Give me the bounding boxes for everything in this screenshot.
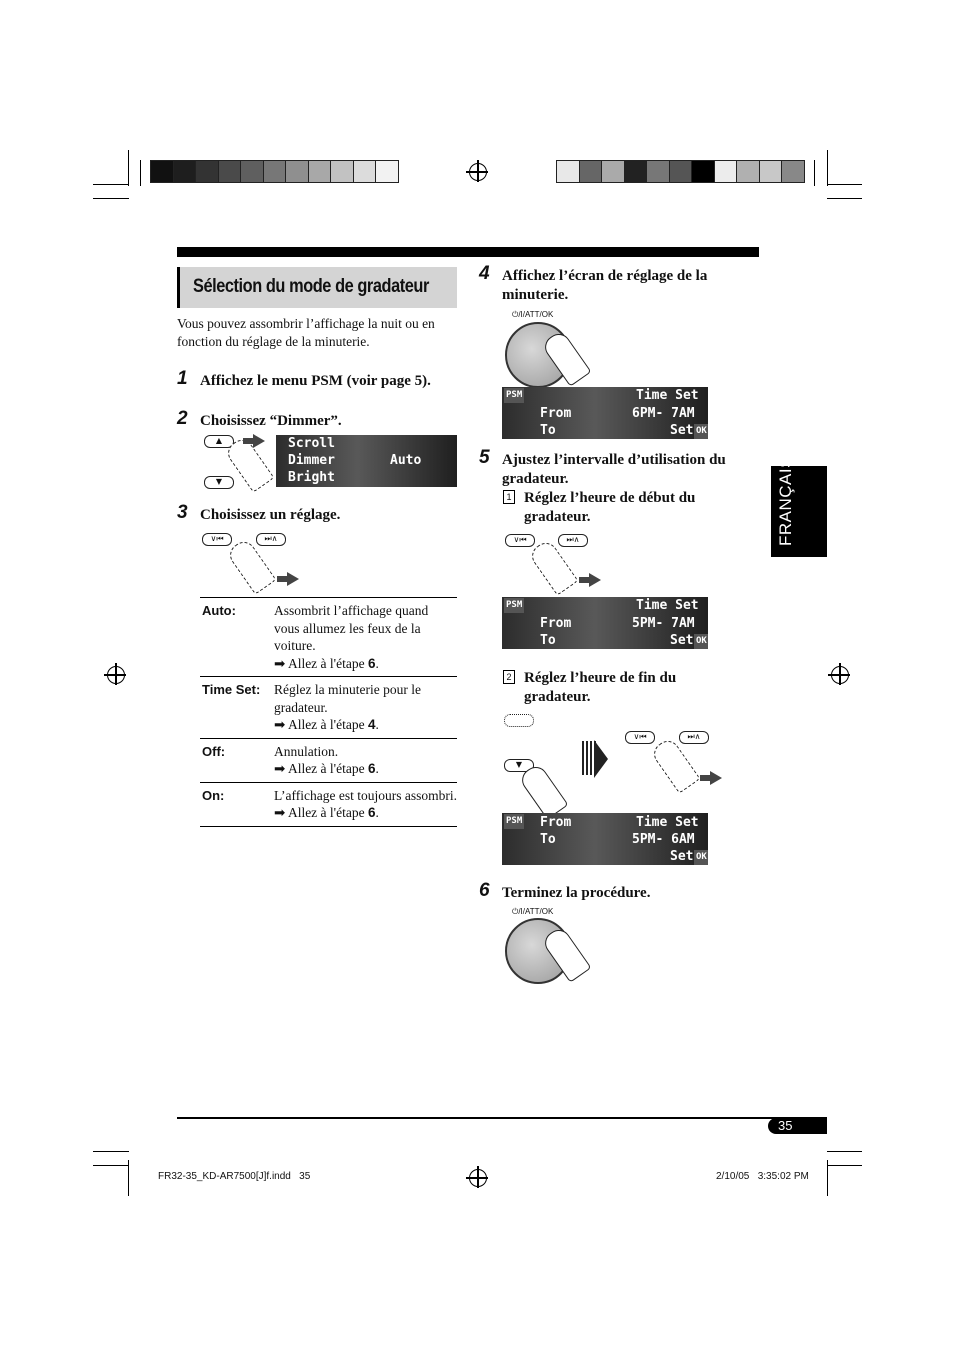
down-skip-button[interactable]: ∨⏮: [505, 534, 535, 547]
lcd-time-set: Time Set: [636, 388, 699, 403]
footer-file: FR32-35_KD-AR7500[J]f.indd 35: [158, 1171, 311, 1182]
step-number: 4: [479, 263, 490, 284]
step-text: Terminez la procédure.: [502, 885, 651, 901]
registration-mark-icon: [469, 1169, 487, 1187]
step-number: 5: [479, 447, 490, 468]
footer-date: 2/10/05 3:35:02 PM: [716, 1171, 809, 1182]
crop-mark: [827, 1165, 862, 1166]
lcd-ok: OK: [694, 634, 708, 649]
option-key: On:: [200, 782, 274, 826]
language-label: FRANÇAIS: [776, 456, 795, 546]
crop-mark: [140, 160, 141, 186]
option-goto: ➡ Allez à l'étape: [274, 717, 368, 732]
step-text: Choisissez un réglage.: [200, 507, 341, 523]
option-desc: [274, 782, 457, 826]
step-text: Affichez le menu PSM (voir page 5).: [200, 373, 431, 389]
option-desc: [274, 598, 457, 677]
option-key: Off:: [200, 738, 274, 782]
down-button[interactable]: ▼: [504, 759, 534, 772]
color-swatch: [353, 160, 377, 183]
lcd-from: From: [540, 616, 572, 631]
lcd-to: To: [540, 832, 556, 847]
crop-mark: [93, 1165, 129, 1166]
registration-mark-icon: [107, 666, 125, 684]
step-text: Réglez l’heure de fin du gradateur.: [524, 670, 677, 705]
step-text: Ajustez l’intervalle d’utilisation du gradateur.: [502, 452, 726, 487]
registration-mark-icon: [831, 666, 849, 684]
color-swatch: [669, 160, 693, 183]
section-title-box: [177, 267, 457, 308]
option-desc-text: Annulation.: [274, 743, 339, 759]
color-swatch: [240, 160, 264, 183]
down-skip-button[interactable]: ∨⏮: [202, 533, 232, 546]
option-row: [200, 738, 457, 782]
up-button[interactable]: ▲: [204, 435, 234, 448]
color-swatch: [285, 160, 309, 183]
finger-icon: [517, 762, 568, 820]
color-swatch: [646, 160, 670, 183]
color-swatch: [759, 160, 783, 183]
arrow-big-right-head-icon: [594, 740, 608, 778]
option-goto: ➡ Allez à l'étape: [274, 805, 368, 820]
lcd-row-dimmer: Dimmer: [288, 453, 335, 468]
step-text: Réglez l’heure de début du gradateur.: [524, 490, 696, 525]
step-text: Affichez l’écran de réglage de la minuterie.: [502, 268, 708, 303]
knob-label: ⏻/I/ATT/OK: [512, 907, 554, 916]
lcd-display-end: [502, 813, 708, 865]
knob-label: ⏻/I/ATT/OK: [512, 310, 554, 319]
registration-mark-icon: [469, 163, 487, 181]
option-step: 6: [367, 805, 376, 820]
crop-mark: [814, 160, 815, 186]
down-button[interactable]: ▼: [204, 476, 234, 489]
lcd-display-start: [502, 597, 708, 649]
color-swatch: [195, 160, 219, 183]
step-number: 6: [479, 880, 490, 901]
option-desc: [274, 738, 457, 782]
up-skip-button[interactable]: ⏭∧: [256, 533, 286, 546]
color-swatch: [624, 160, 648, 183]
arrow-right-icon: [710, 771, 722, 785]
top-rule: [177, 247, 759, 257]
dotted-button-outline: [504, 714, 534, 727]
lcd-display-timer: [502, 387, 708, 439]
language-side-tab: [771, 456, 827, 557]
lcd-to: To: [540, 633, 556, 648]
color-swatch: [601, 160, 625, 183]
up-skip-button[interactable]: ⏭∧: [679, 731, 709, 744]
color-swatch: [150, 160, 174, 183]
option-end: .: [375, 805, 379, 820]
lcd-from: From: [540, 406, 572, 421]
page-number-tab: [768, 1118, 827, 1134]
arrow-right-icon: [589, 573, 601, 587]
lcd-tag: PSM: [504, 598, 524, 613]
crop-mark: [827, 198, 862, 199]
option-desc-text: Réglez la minuterie pour le gradateur.: [274, 682, 421, 715]
crop-mark: [827, 150, 828, 186]
lcd-ok: OK: [694, 850, 708, 865]
option-end: .: [375, 761, 379, 776]
crop-mark: [93, 184, 129, 185]
option-goto: ➡ Allez à l'étape: [274, 655, 368, 671]
step-number: 3: [177, 502, 188, 523]
lcd-set: Set: [670, 423, 694, 438]
down-skip-button[interactable]: ∨⏮: [625, 731, 655, 744]
color-swatch: [308, 160, 332, 183]
step-number: 2: [177, 408, 188, 429]
option-end: .: [375, 655, 379, 671]
step-number: 1: [177, 368, 188, 389]
lcd-tag: PSM: [504, 388, 524, 403]
page-title: Sélection du mode de gradateur: [193, 276, 429, 297]
lcd-times: 5PM- 7AM: [632, 616, 695, 631]
lcd-to: To: [540, 423, 556, 438]
lcd-row-scroll: Scroll: [288, 436, 335, 451]
lcd-row-bright: Bright: [288, 470, 335, 485]
option-key: Time Set:: [200, 677, 274, 739]
options-table: [200, 597, 457, 827]
color-swatch: [263, 160, 287, 183]
lcd-set: Set: [670, 633, 694, 648]
crop-mark: [128, 150, 129, 186]
crop-mark: [827, 184, 862, 185]
crop-mark: [827, 1151, 862, 1152]
step-text: Choisissez “Dimmer”.: [200, 413, 342, 429]
lcd-set: Set: [670, 849, 694, 864]
crop-mark: [93, 1151, 129, 1152]
option-row: [200, 677, 457, 739]
page-number: 35: [778, 1118, 793, 1133]
color-swatch: [330, 160, 354, 183]
color-swatch: [218, 160, 242, 183]
option-step: 6: [367, 655, 376, 671]
color-swatch: [375, 160, 399, 183]
option-desc-text: Assombrit l’affichage quand vous allumez les feux de la voiture.: [274, 603, 429, 653]
color-swatch: [579, 160, 603, 183]
option-key: Auto:: [200, 598, 274, 677]
arrow-right-icon: [253, 434, 265, 448]
option-desc: [274, 677, 457, 739]
lcd-time-set: Time Set: [636, 598, 699, 613]
color-swatch: [173, 160, 197, 183]
finger-icon: [649, 736, 700, 794]
lcd-display-dimmer: [276, 435, 457, 487]
lcd-tag: PSM: [504, 814, 524, 829]
lcd-times: 5PM- 6AM: [632, 832, 695, 847]
option-end: .: [375, 717, 379, 732]
lcd-from: From: [540, 815, 572, 830]
lcd-time-set: Time Set: [636, 815, 699, 830]
option-desc-text: L’affichage est toujours assombri.: [274, 787, 457, 803]
color-swatch: [736, 160, 760, 183]
bottom-rule: [177, 1117, 827, 1119]
option-goto: ➡ Allez à l'étape: [274, 761, 368, 776]
color-swatch: [556, 160, 580, 183]
lcd-value-auto: Auto: [390, 453, 422, 468]
option-row: [200, 598, 457, 677]
lcd-ok: OK: [694, 424, 708, 439]
option-step: 4: [367, 717, 376, 732]
intro-text: Vous pouvez assombrir l’affichage la nuit ou en fonction du réglage de la minuterie.: [177, 316, 435, 349]
color-swatch: [781, 160, 805, 183]
crop-mark: [93, 198, 129, 199]
color-swatch: [714, 160, 738, 183]
up-skip-button[interactable]: ⏭∧: [558, 534, 588, 547]
option-row: [200, 782, 457, 826]
substep-number: 2: [503, 670, 515, 684]
arrow-right-icon: [287, 572, 299, 586]
lcd-times: 6PM- 7AM: [632, 406, 695, 421]
option-step: 6: [367, 761, 376, 776]
color-swatch: [691, 160, 715, 183]
substep-number: 1: [503, 490, 515, 504]
